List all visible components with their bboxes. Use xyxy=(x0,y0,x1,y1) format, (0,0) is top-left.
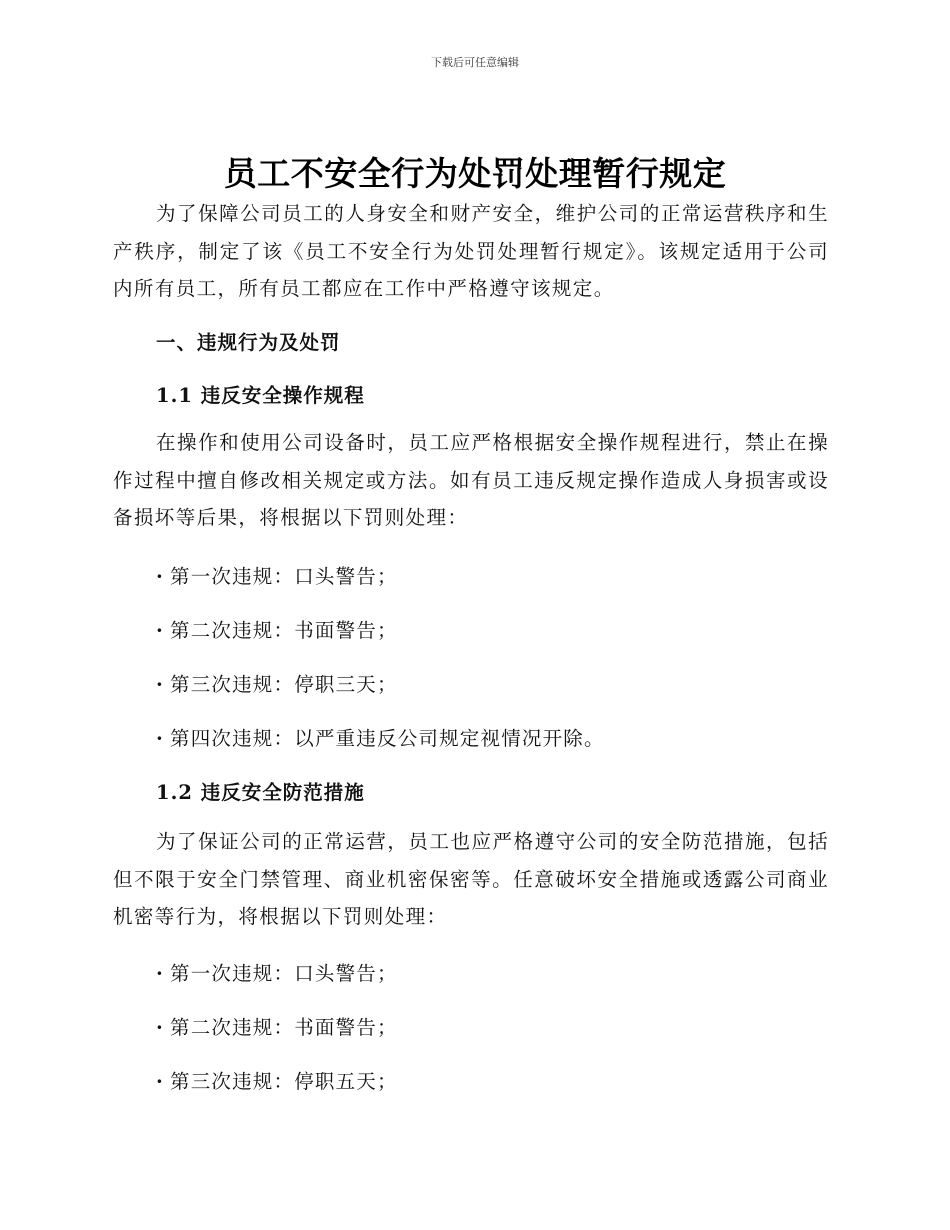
list-item xyxy=(156,958,398,986)
list-item-text: 第一次违规：口头警告； xyxy=(170,565,398,588)
section-heading: 一、违规行为及处罚 xyxy=(156,331,341,354)
header-note: 下载后可任意编辑 xyxy=(431,56,519,69)
list-item xyxy=(156,1012,398,1040)
list-item xyxy=(156,615,398,643)
list-item-text: 第二次违规：书面警告； xyxy=(170,619,398,642)
bullet-mark: · xyxy=(156,1016,164,1039)
bullet-mark: · xyxy=(156,1070,164,1093)
subsection-heading: 1.2 违反安全防范措施 xyxy=(156,781,365,804)
list-item-text: 第一次违规：口头警告； xyxy=(170,962,398,985)
list-item xyxy=(156,561,398,589)
list-item xyxy=(156,723,605,751)
list-item xyxy=(156,1066,398,1094)
bullet-mark: · xyxy=(156,619,164,642)
bullet-mark: · xyxy=(156,727,164,750)
list-item-text: 第四次违规：以严重违反公司规定视情况开除。 xyxy=(170,727,605,750)
subsection-paragraph: 在操作和使用公司设备时，员工应严格根据安全操作规程进行，禁止在操作过程中擅自修改相关规定或方法。如有员工违反规定操作造成人身损害或设备损坏等后果，将根据以下罚则处理： xyxy=(113,431,829,529)
list-item-text: 第二次违规：书面警告； xyxy=(170,1016,398,1039)
list-item-text: 第三次违规：停职三天； xyxy=(170,673,398,696)
subsection-heading: 1.1 违反安全操作规程 xyxy=(156,384,365,407)
bullet-mark: · xyxy=(156,962,164,985)
list-item-text: 第三次违规：停职五天； xyxy=(170,1070,398,1093)
subsection-paragraph: 为了保证公司的正常运营，员工也应严格遵守公司的安全防范措施，包括但不限于安全门禁管理、商业机密保密等。任意破坏安全措施或透露公司商业机密等行为，将根据以下罚则处理： xyxy=(113,830,829,928)
bullet-mark: · xyxy=(156,565,164,588)
bullet-mark: · xyxy=(156,673,164,696)
list-item xyxy=(156,669,398,697)
document-title: 员工不安全行为处罚处理暂行规定 xyxy=(223,154,727,193)
intro-paragraph: 为了保障公司员工的人身安全和财产安全，维护公司的正常运营秩序和生产秩序，制定了该《员工不安全行为处罚处理暂行规定》。该规定适用于公司内所有员工，所有员工都应在工作中严格遵守该规定。 xyxy=(113,202,829,300)
